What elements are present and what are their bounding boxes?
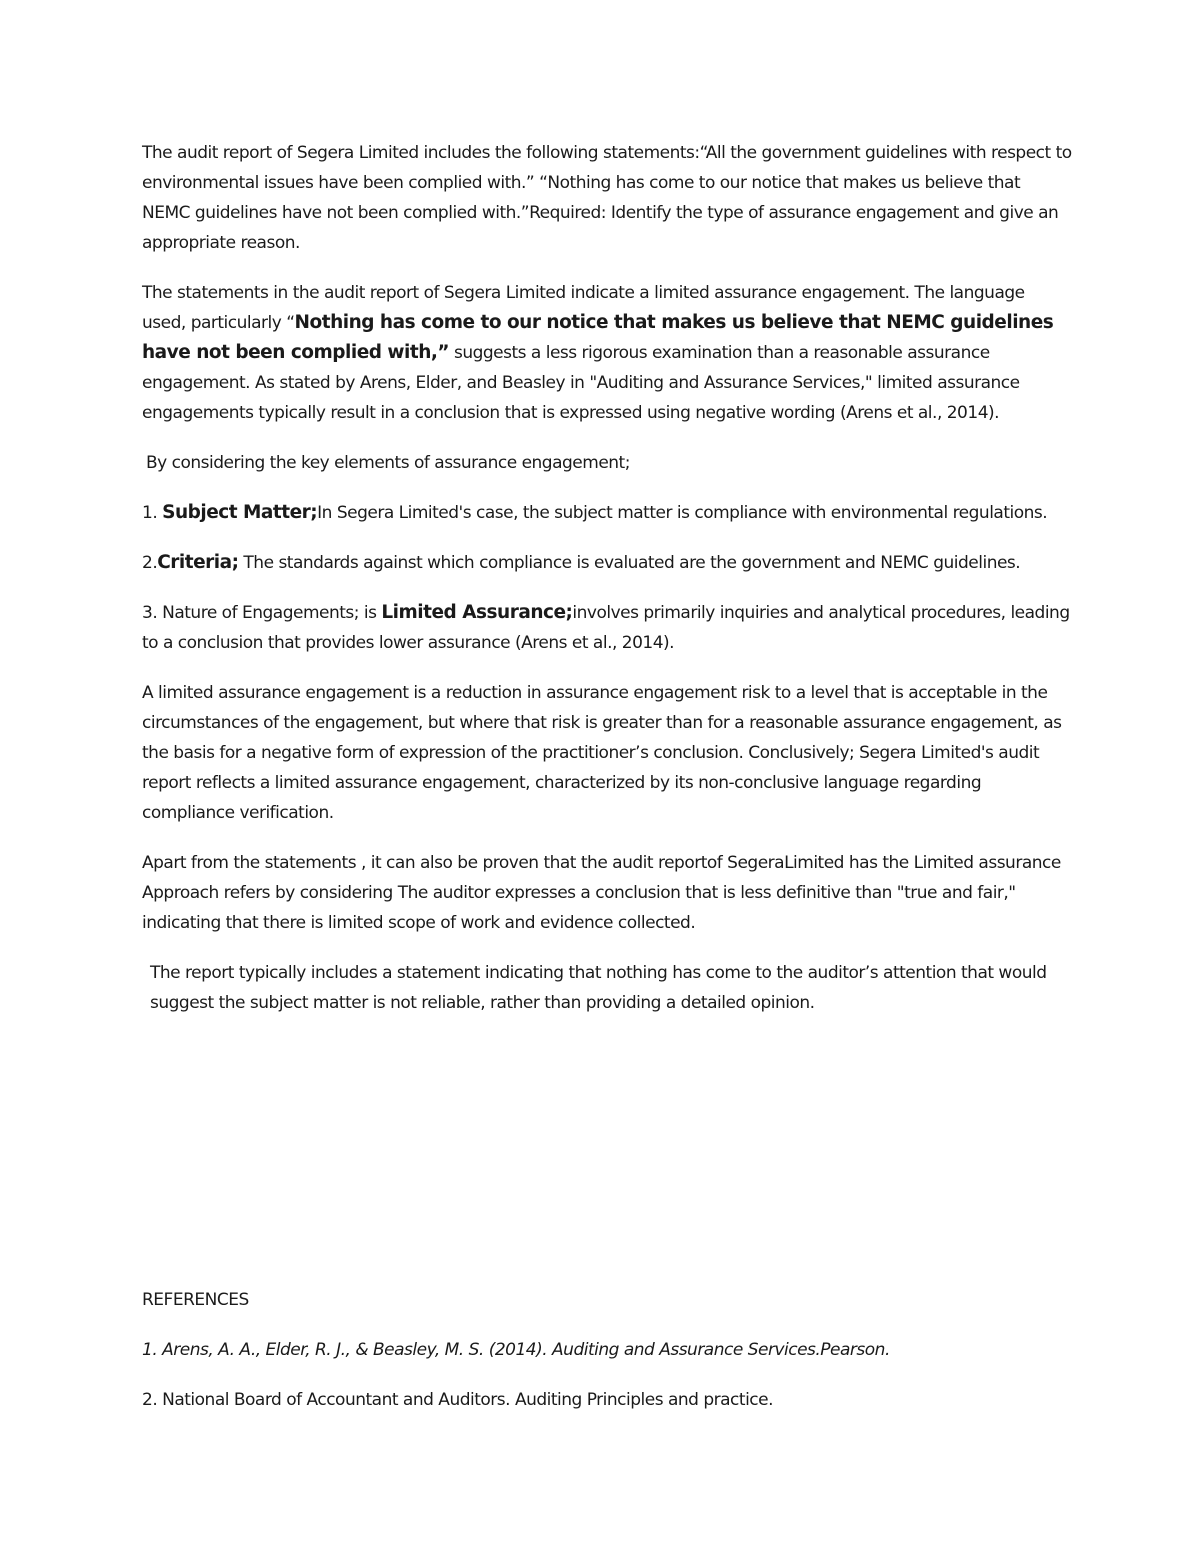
- answer-p1-start: The statements in the audit report of Segera Limited indicate a limited assurance engagement. The language used, particularly “: [142, 283, 1025, 333]
- item1-number: 1.: [142, 503, 163, 523]
- reference-item: 2. National Board of Accountant and Auditors. Auditing Principles and practice.: [142, 1390, 773, 1410]
- item3-start: 3. Nature of Engagements; is: [142, 603, 382, 623]
- report-typically-text: The report typically includes a statement indicating that nothing has come to the auditor’s attention that would suggest the subject matter is not reliable, rather than providing a detailed opinion.: [150, 963, 1047, 1013]
- elements-intro-text: By considering the key elements of assurance engagement;: [146, 453, 630, 473]
- limited-assurance-text: A limited assurance engagement is a reduction in assurance engagement risk to a level that is acceptable in the circumstances of the engagement, but where that risk is greater than for a reasonable assurance engagement, as the basis for a negative form of expression of the practitioner’s conclusion. Conclusively; Segera Limited's audit report reflects a limited assurance engagement, characterized by its non-conclusive language regarding compliance verification.: [142, 683, 1062, 823]
- item2-number: 2.: [142, 553, 158, 573]
- limited-assurance-paragraph: [142, 678, 1072, 828]
- item1-heading: Subject Matter;: [162, 502, 318, 523]
- reference-item: 1. Arens, A. A., Elder, R. J., & Beasley, M. S. (2014). Auditing and Assurance Services.Pearson.: [142, 1340, 890, 1360]
- elements-intro: [142, 448, 1072, 478]
- item2-text: The standards against which compliance is evaluated are the government and NEMC guidelines.: [238, 553, 1021, 573]
- question-text: The audit report of Segera Limited includes the following statements:“All the government guidelines with respect to environmental issues have been complied with.” “Nothing has come to our notice that makes us believe that NEMC guidelines have not been complied with.”Required: Identify the type of assurance engagement and give an appropriate reason.: [142, 143, 1072, 253]
- item2-heading: Criteria;: [157, 552, 239, 573]
- answer-p1-end: suggests a less rigorous examination than a reasonable assurance engagement. As stated by Arens, Elder, and Beasley in "Auditing and Assurance Services," limited assurance engagements typically result in a conclusion that is expressed using negative wording (Arens et al., 2014).: [142, 343, 1020, 423]
- apart-from-text: Apart from the statements , it can also be proven that the audit reportof SegeraLimited has the Limited assurance Approach refers by considering The auditor expresses a conclusion that is less definitive than "true and fair," indicating that there is limited scope of work and evidence collected.: [142, 853, 1061, 933]
- report-typically-paragraph: [142, 958, 1072, 1018]
- apart-from-paragraph: [142, 848, 1072, 938]
- document-body: [142, 138, 1072, 1038]
- answer-paragraph-1: [142, 278, 1072, 428]
- element-criteria: [142, 548, 1072, 578]
- element-subject-matter: [142, 498, 1072, 528]
- item3-heading: Limited Assurance;: [381, 602, 573, 623]
- item1-text: In Segera Limited's case, the subject matter is compliance with environmental regulations.: [317, 503, 1048, 523]
- item3-text: involves primarily inquiries and analytical procedures, leading to a conclusion that provides lower assurance (Arens et al., 2014).: [142, 603, 1070, 653]
- element-nature: [142, 598, 1072, 658]
- references-heading: REFERENCES: [142, 1290, 249, 1310]
- question-paragraph: [142, 138, 1072, 258]
- answer-p1-quote: Nothing has come to our notice that makes us believe that NEMC guidelines have not been complied with,”: [142, 312, 1054, 363]
